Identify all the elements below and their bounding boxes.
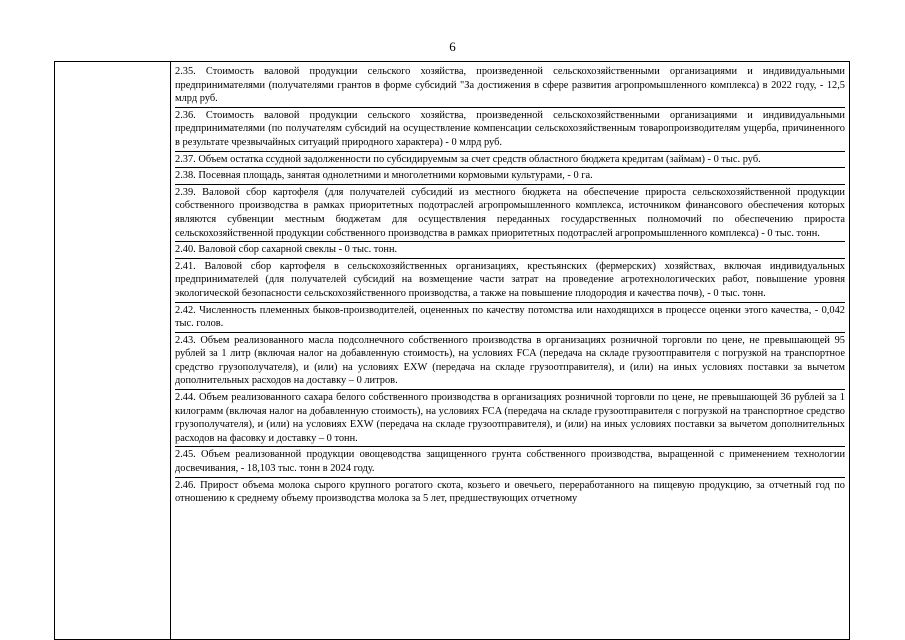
list-item: 2.41. Валовой сбор картофеля в сельскохозяйственных организациях, крестьянских (фермерских) хозяйствах, включая индивидуальных предпринимателей (для получателей субсидий на возмещение части затрат на проведение агротехнологических работ, повышение уровня экологической безопасности сельскохозяйственного производства, а также на повышение плодородия и качества почв), - 0 тыс. тонн. bbox=[175, 260, 845, 303]
list-item: 2.36. Стоимость валовой продукции сельского хозяйства, произведенной сельскохозяйственными организациями и индивидуальными предпринимателями (по получателям субсидий на осуществление компенсации сельскохозяйственным товаропроизводителям ущерба, причиненного в результате чрезвычайных ситуаций природного характера) - 0 млрд руб. bbox=[175, 109, 845, 152]
table-row bbox=[55, 62, 850, 640]
list-item: 2.45. Объем реализованной продукции овощеводства защищенного грунта собственного производства, выращенной с применением технологии досвечивания, - 18,103 тыс. тонн в 2024 году. bbox=[175, 448, 845, 477]
document-table bbox=[54, 61, 850, 640]
list-item: 2.37. Объем остатка ссудной задолженности по субсидируемым за счет средств областного бюджета кредитам (займам) - 0 тыс. руб. bbox=[175, 153, 845, 169]
list-item: 2.42. Численность племенных быков-производителей, оцененных по качеству потомства или находящихся в процессе оценки этого качества, - 0,042 тыс. голов. bbox=[175, 304, 845, 333]
list-item: 2.43. Объем реализованного масла подсолнечного собственного производства в организациях розничной торговли по цене, не превышающей 95 рублей за 1 литр (включая налог на добавленную стоимость), на условиях FCA (передача на складе грузоотправителя с погрузкой на транспортное средство грузополучателя), и (или) на условиях EXW (передача на складе грузоотправителя), и (или) на иных условиях поставки за вычетом дополнительных расходов на доставку – 0 литров. bbox=[175, 334, 845, 390]
list-item: 2.38. Посевная площадь, занятая однолетними и многолетними кормовыми культурами, - 0 га. bbox=[175, 169, 845, 185]
list-item: 2.40. Валовой сбор сахарной свеклы - 0 тыс. тонн. bbox=[175, 243, 845, 259]
list-item: 2.46. Прирост объема молока сырого крупного рогатого скота, козьего и овечьего, переработанного на пищевую продукцию, за отчетный год по отношению к среднему объему производства молока за 5 лет, предшествующих отчетному bbox=[175, 479, 845, 505]
items-list bbox=[171, 62, 849, 507]
list-item: 2.39. Валовой сбор картофеля (для получателей субсидий из местного бюджета на обеспечение прироста сельскохозяйственной продукции собственного производства в рамках приоритетных подотраслей агропромышленного комплекса, источником финансового обеспечения которых являются субвенции местным бюджетам для осуществления переданных государственных полномочий по обеспечению прироста сельскохозяйственной продукции собственного производства в рамках приоритетных подотраслей агропромышленного комплекса) - 0 тыс. тонн. bbox=[175, 186, 845, 242]
left-column-cell bbox=[55, 62, 171, 640]
page-number: 6 bbox=[449, 39, 456, 54]
list-item: 2.35. Стоимость валовой продукции сельского хозяйства, произведенной сельскохозяйственными организациями и индивидуальными предпринимателями (получателями грантов в форме субсидий "За достижения в сфере развития агропромышленного комплекса) в 2022 году, - 12,5 млрд руб. bbox=[175, 65, 845, 108]
list-item: 2.44. Объем реализованного сахара белого собственного производства в организациях розничной торговли по цене, не превышающей 36 рублей за 1 килограмм (включая налог на добавленную стоимость), на условиях FCA (передача на складе грузоотправителя с погрузкой на транспортное средство грузополучателя), и (или) на условиях EXW (передача на складе грузоотправителя), и (или) на иных условиях поставки за вычетом дополнительных расходов на фасовку и доставку – 0 тонн. bbox=[175, 391, 845, 447]
right-column-cell bbox=[171, 62, 850, 640]
